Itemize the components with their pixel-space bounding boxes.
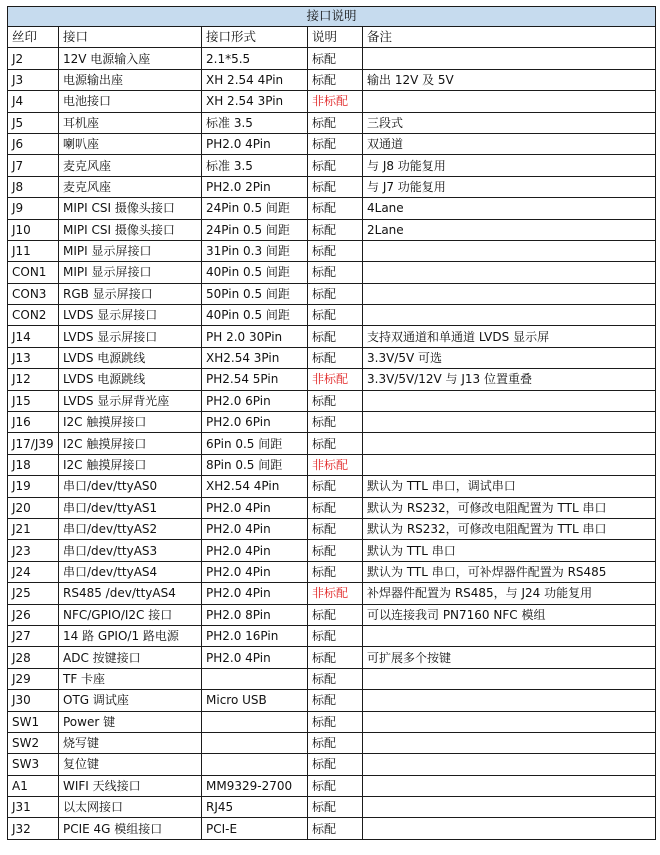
table-row bbox=[8, 283, 656, 304]
cell-note: 默认为 TTL 串口 bbox=[363, 540, 656, 561]
cell-interface: 电源输出座 bbox=[59, 69, 202, 90]
table-title-row bbox=[8, 7, 656, 27]
cell-silk: J16 bbox=[8, 412, 59, 433]
cell-note bbox=[363, 797, 656, 818]
cell-note: 3.3V/5V 可选 bbox=[363, 347, 656, 368]
cell-silk: J14 bbox=[8, 326, 59, 347]
cell-form: 标准 3.5 bbox=[202, 112, 308, 133]
cell-desc: 标配 bbox=[308, 690, 363, 711]
table-row bbox=[8, 91, 656, 112]
cell-note: 默认为 RS232，可修改电阻配置为 TTL 串口 bbox=[363, 518, 656, 539]
cell-form: 24Pin 0.5 间距 bbox=[202, 198, 308, 219]
table-row bbox=[8, 433, 656, 454]
cell-interface: OTG 调试座 bbox=[59, 690, 202, 711]
column-header-form: 接口形式 bbox=[202, 27, 308, 48]
cell-silk: J8 bbox=[8, 176, 59, 197]
table-row bbox=[8, 69, 656, 90]
cell-desc: 标配 bbox=[308, 497, 363, 518]
cell-silk: J26 bbox=[8, 604, 59, 625]
cell-interface: Power 键 bbox=[59, 711, 202, 732]
table-row bbox=[8, 668, 656, 689]
table-row bbox=[8, 583, 656, 604]
cell-silk: SW1 bbox=[8, 711, 59, 732]
cell-interface: 麦克风座 bbox=[59, 155, 202, 176]
cell-desc: 非标配 bbox=[308, 369, 363, 390]
cell-note bbox=[363, 711, 656, 732]
cell-form: 2.1*5.5 bbox=[202, 48, 308, 69]
cell-form: PH2.0 4Pin bbox=[202, 497, 308, 518]
cell-desc: 标配 bbox=[308, 732, 363, 753]
cell-desc: 标配 bbox=[308, 604, 363, 625]
cell-interface: RS485 /dev/ttyAS4 bbox=[59, 583, 202, 604]
table-row bbox=[8, 262, 656, 283]
table-row bbox=[8, 305, 656, 326]
cell-interface: 复位键 bbox=[59, 754, 202, 775]
cell-form: 6Pin 0.5 间距 bbox=[202, 433, 308, 454]
cell-desc: 标配 bbox=[308, 69, 363, 90]
table-row bbox=[8, 390, 656, 411]
cell-note bbox=[363, 690, 656, 711]
table-row bbox=[8, 454, 656, 475]
cell-note bbox=[363, 390, 656, 411]
cell-form: XH2.54 4Pin bbox=[202, 476, 308, 497]
cell-form: MM9329-2700 bbox=[202, 775, 308, 796]
table-row bbox=[8, 198, 656, 219]
cell-desc: 标配 bbox=[308, 390, 363, 411]
cell-silk: J30 bbox=[8, 690, 59, 711]
cell-interface: LVDS 显示屏接口 bbox=[59, 305, 202, 326]
cell-desc: 标配 bbox=[308, 133, 363, 154]
cell-interface: 串口/dev/ttyAS0 bbox=[59, 476, 202, 497]
cell-desc: 标配 bbox=[308, 540, 363, 561]
column-header-desc: 说明 bbox=[308, 27, 363, 48]
cell-desc: 标配 bbox=[308, 176, 363, 197]
table-row bbox=[8, 775, 656, 796]
cell-note: 3.3V/5V/12V 与 J13 位置重叠 bbox=[363, 369, 656, 390]
table-row bbox=[8, 176, 656, 197]
cell-form: RJ45 bbox=[202, 797, 308, 818]
cell-note bbox=[363, 305, 656, 326]
cell-interface: 电池接口 bbox=[59, 91, 202, 112]
cell-note: 三段式 bbox=[363, 112, 656, 133]
table-row bbox=[8, 347, 656, 368]
table-row bbox=[8, 518, 656, 539]
cell-silk: A1 bbox=[8, 775, 59, 796]
cell-form: Micro USB bbox=[202, 690, 308, 711]
cell-silk: J27 bbox=[8, 625, 59, 646]
cell-interface: 耳机座 bbox=[59, 112, 202, 133]
cell-desc: 标配 bbox=[308, 326, 363, 347]
cell-desc: 标配 bbox=[308, 711, 363, 732]
cell-interface: I2C 触摸屏接口 bbox=[59, 433, 202, 454]
cell-form: 50Pin 0.5 间距 bbox=[202, 283, 308, 304]
cell-note: 默认为 RS232，可修改电阻配置为 TTL 串口 bbox=[363, 497, 656, 518]
cell-interface: LVDS 电源跳线 bbox=[59, 369, 202, 390]
table-row bbox=[8, 48, 656, 69]
cell-desc: 标配 bbox=[308, 412, 363, 433]
cell-desc: 标配 bbox=[308, 305, 363, 326]
cell-form: 标准 3.5 bbox=[202, 155, 308, 176]
table-row bbox=[8, 112, 656, 133]
table-row bbox=[8, 754, 656, 775]
interface-table bbox=[7, 6, 656, 840]
cell-note bbox=[363, 262, 656, 283]
cell-form: 40Pin 0.5 间距 bbox=[202, 262, 308, 283]
cell-form: XH 2.54 4Pin bbox=[202, 69, 308, 90]
cell-interface: LVDS 显示屏背光座 bbox=[59, 390, 202, 411]
cell-form: XH 2.54 3Pin bbox=[202, 91, 308, 112]
cell-interface: 串口/dev/ttyAS4 bbox=[59, 561, 202, 582]
cell-note bbox=[363, 454, 656, 475]
cell-interface: PCIE 4G 模组接口 bbox=[59, 818, 202, 839]
cell-desc: 标配 bbox=[308, 647, 363, 668]
table-row bbox=[8, 155, 656, 176]
cell-silk: CON3 bbox=[8, 283, 59, 304]
cell-form: PH2.0 4Pin bbox=[202, 518, 308, 539]
table-row bbox=[8, 711, 656, 732]
cell-silk: J7 bbox=[8, 155, 59, 176]
cell-desc: 标配 bbox=[308, 347, 363, 368]
cell-interface: LVDS 电源跳线 bbox=[59, 347, 202, 368]
cell-desc: 标配 bbox=[308, 797, 363, 818]
cell-interface: MIPI 显示屏接口 bbox=[59, 240, 202, 261]
interface-table-container bbox=[7, 6, 655, 840]
cell-form: PH2.0 4Pin bbox=[202, 133, 308, 154]
column-header-note: 备注 bbox=[363, 27, 656, 48]
cell-form: PH2.0 4Pin bbox=[202, 583, 308, 604]
cell-desc: 非标配 bbox=[308, 454, 363, 475]
cell-form: PH2.0 4Pin bbox=[202, 540, 308, 561]
cell-silk: J11 bbox=[8, 240, 59, 261]
cell-form: PCI-E bbox=[202, 818, 308, 839]
table-row bbox=[8, 647, 656, 668]
cell-silk: J24 bbox=[8, 561, 59, 582]
cell-note bbox=[363, 668, 656, 689]
cell-form: PH 2.0 30Pin bbox=[202, 326, 308, 347]
table-row bbox=[8, 604, 656, 625]
cell-desc: 标配 bbox=[308, 240, 363, 261]
cell-form: PH2.0 4Pin bbox=[202, 561, 308, 582]
cell-note bbox=[363, 412, 656, 433]
cell-note bbox=[363, 625, 656, 646]
cell-note bbox=[363, 754, 656, 775]
table-row bbox=[8, 561, 656, 582]
cell-form: PH2.0 8Pin bbox=[202, 604, 308, 625]
cell-desc: 非标配 bbox=[308, 91, 363, 112]
table-row bbox=[8, 369, 656, 390]
cell-note: 可扩展多个按键 bbox=[363, 647, 656, 668]
cell-desc: 标配 bbox=[308, 198, 363, 219]
column-header-interface: 接口 bbox=[59, 27, 202, 48]
cell-silk: J12 bbox=[8, 369, 59, 390]
cell-interface: NFC/GPIO/I2C 接口 bbox=[59, 604, 202, 625]
cell-silk: SW2 bbox=[8, 732, 59, 753]
cell-silk: J4 bbox=[8, 91, 59, 112]
cell-desc: 标配 bbox=[308, 775, 363, 796]
cell-note bbox=[363, 91, 656, 112]
cell-silk: J17/J39 bbox=[8, 433, 59, 454]
table-header-row bbox=[8, 27, 656, 48]
cell-silk: J3 bbox=[8, 69, 59, 90]
cell-desc: 标配 bbox=[308, 818, 363, 839]
cell-interface: I2C 触摸屏接口 bbox=[59, 412, 202, 433]
cell-silk: J5 bbox=[8, 112, 59, 133]
cell-form: PH2.0 2Pin bbox=[202, 176, 308, 197]
cell-form: PH2.0 4Pin bbox=[202, 647, 308, 668]
table-body bbox=[8, 48, 656, 839]
cell-form bbox=[202, 754, 308, 775]
cell-interface: TF 卡座 bbox=[59, 668, 202, 689]
cell-note: 输出 12V 及 5V bbox=[363, 69, 656, 90]
table-row bbox=[8, 497, 656, 518]
cell-silk: J23 bbox=[8, 540, 59, 561]
cell-desc: 标配 bbox=[308, 219, 363, 240]
cell-note: 可以连接我司 PN7160 NFC 模组 bbox=[363, 604, 656, 625]
table-row bbox=[8, 240, 656, 261]
cell-note: 与 J7 功能复用 bbox=[363, 176, 656, 197]
cell-silk: J18 bbox=[8, 454, 59, 475]
table-row bbox=[8, 133, 656, 154]
table-row bbox=[8, 732, 656, 753]
cell-desc: 标配 bbox=[308, 518, 363, 539]
cell-interface: LVDS 显示屏接口 bbox=[59, 326, 202, 347]
table-row bbox=[8, 476, 656, 497]
cell-silk: J19 bbox=[8, 476, 59, 497]
cell-note bbox=[363, 433, 656, 454]
cell-interface: 12V 电源输入座 bbox=[59, 48, 202, 69]
cell-desc: 标配 bbox=[308, 48, 363, 69]
cell-form: 24Pin 0.5 间距 bbox=[202, 219, 308, 240]
cell-note: 默认为 TTL 串口，可补焊器件配置为 RS485 bbox=[363, 561, 656, 582]
cell-interface: 喇叭座 bbox=[59, 133, 202, 154]
cell-form bbox=[202, 732, 308, 753]
cell-note bbox=[363, 48, 656, 69]
cell-form: PH2.0 16Pin bbox=[202, 625, 308, 646]
cell-form bbox=[202, 711, 308, 732]
cell-interface: 14 路 GPIO/1 路电源 bbox=[59, 625, 202, 646]
cell-interface: 麦克风座 bbox=[59, 176, 202, 197]
cell-silk: J28 bbox=[8, 647, 59, 668]
table-title: 接口说明 bbox=[8, 7, 656, 27]
cell-note bbox=[363, 240, 656, 261]
table-row bbox=[8, 797, 656, 818]
cell-interface: 串口/dev/ttyAS2 bbox=[59, 518, 202, 539]
cell-interface: RGB 显示屏接口 bbox=[59, 283, 202, 304]
cell-silk: J25 bbox=[8, 583, 59, 604]
cell-note: 4Lane bbox=[363, 198, 656, 219]
cell-note: 支持双通道和单通道 LVDS 显示屏 bbox=[363, 326, 656, 347]
cell-interface: 以太网接口 bbox=[59, 797, 202, 818]
cell-form: 8Pin 0.5 间距 bbox=[202, 454, 308, 475]
cell-form: PH2.0 6Pin bbox=[202, 390, 308, 411]
cell-desc: 标配 bbox=[308, 754, 363, 775]
cell-note: 2Lane bbox=[363, 219, 656, 240]
column-header-silk: 丝印 bbox=[8, 27, 59, 48]
table-row bbox=[8, 625, 656, 646]
cell-note bbox=[363, 775, 656, 796]
cell-interface: WIFI 天线接口 bbox=[59, 775, 202, 796]
cell-silk: J6 bbox=[8, 133, 59, 154]
cell-interface: ADC 按键接口 bbox=[59, 647, 202, 668]
cell-form: 40Pin 0.5 间距 bbox=[202, 305, 308, 326]
cell-form: PH2.54 5Pin bbox=[202, 369, 308, 390]
table-row bbox=[8, 326, 656, 347]
cell-interface: MIPI CSI 摄像头接口 bbox=[59, 219, 202, 240]
cell-interface: MIPI 显示屏接口 bbox=[59, 262, 202, 283]
cell-form: 31Pin 0.3 间距 bbox=[202, 240, 308, 261]
cell-silk: J13 bbox=[8, 347, 59, 368]
cell-interface: 烧写键 bbox=[59, 732, 202, 753]
cell-silk: J20 bbox=[8, 497, 59, 518]
cell-silk: J32 bbox=[8, 818, 59, 839]
cell-silk: J15 bbox=[8, 390, 59, 411]
cell-desc: 标配 bbox=[308, 668, 363, 689]
cell-silk: CON2 bbox=[8, 305, 59, 326]
cell-silk: J31 bbox=[8, 797, 59, 818]
cell-note: 与 J8 功能复用 bbox=[363, 155, 656, 176]
cell-silk: SW3 bbox=[8, 754, 59, 775]
cell-note: 双通道 bbox=[363, 133, 656, 154]
cell-silk: J10 bbox=[8, 219, 59, 240]
cell-desc: 非标配 bbox=[308, 583, 363, 604]
cell-interface: 串口/dev/ttyAS1 bbox=[59, 497, 202, 518]
cell-note bbox=[363, 732, 656, 753]
cell-form: XH2.54 3Pin bbox=[202, 347, 308, 368]
table-row bbox=[8, 219, 656, 240]
cell-desc: 标配 bbox=[308, 561, 363, 582]
cell-desc: 标配 bbox=[308, 262, 363, 283]
cell-note bbox=[363, 283, 656, 304]
table-row bbox=[8, 690, 656, 711]
cell-interface: I2C 触摸屏接口 bbox=[59, 454, 202, 475]
table-row bbox=[8, 818, 656, 839]
cell-desc: 标配 bbox=[308, 155, 363, 176]
cell-note bbox=[363, 818, 656, 839]
cell-interface: 串口/dev/ttyAS3 bbox=[59, 540, 202, 561]
cell-silk: J9 bbox=[8, 198, 59, 219]
cell-form bbox=[202, 668, 308, 689]
cell-desc: 标配 bbox=[308, 433, 363, 454]
cell-silk: J29 bbox=[8, 668, 59, 689]
cell-desc: 标配 bbox=[308, 283, 363, 304]
cell-desc: 标配 bbox=[308, 112, 363, 133]
cell-interface: MIPI CSI 摄像头接口 bbox=[59, 198, 202, 219]
cell-silk: J21 bbox=[8, 518, 59, 539]
cell-silk: CON1 bbox=[8, 262, 59, 283]
cell-note: 补焊器件配置为 RS485，与 J24 功能复用 bbox=[363, 583, 656, 604]
cell-desc: 标配 bbox=[308, 625, 363, 646]
cell-desc: 标配 bbox=[308, 476, 363, 497]
cell-note: 默认为 TTL 串口，调试串口 bbox=[363, 476, 656, 497]
table-row bbox=[8, 540, 656, 561]
cell-silk: J2 bbox=[8, 48, 59, 69]
table-row bbox=[8, 412, 656, 433]
cell-form: PH2.0 6Pin bbox=[202, 412, 308, 433]
